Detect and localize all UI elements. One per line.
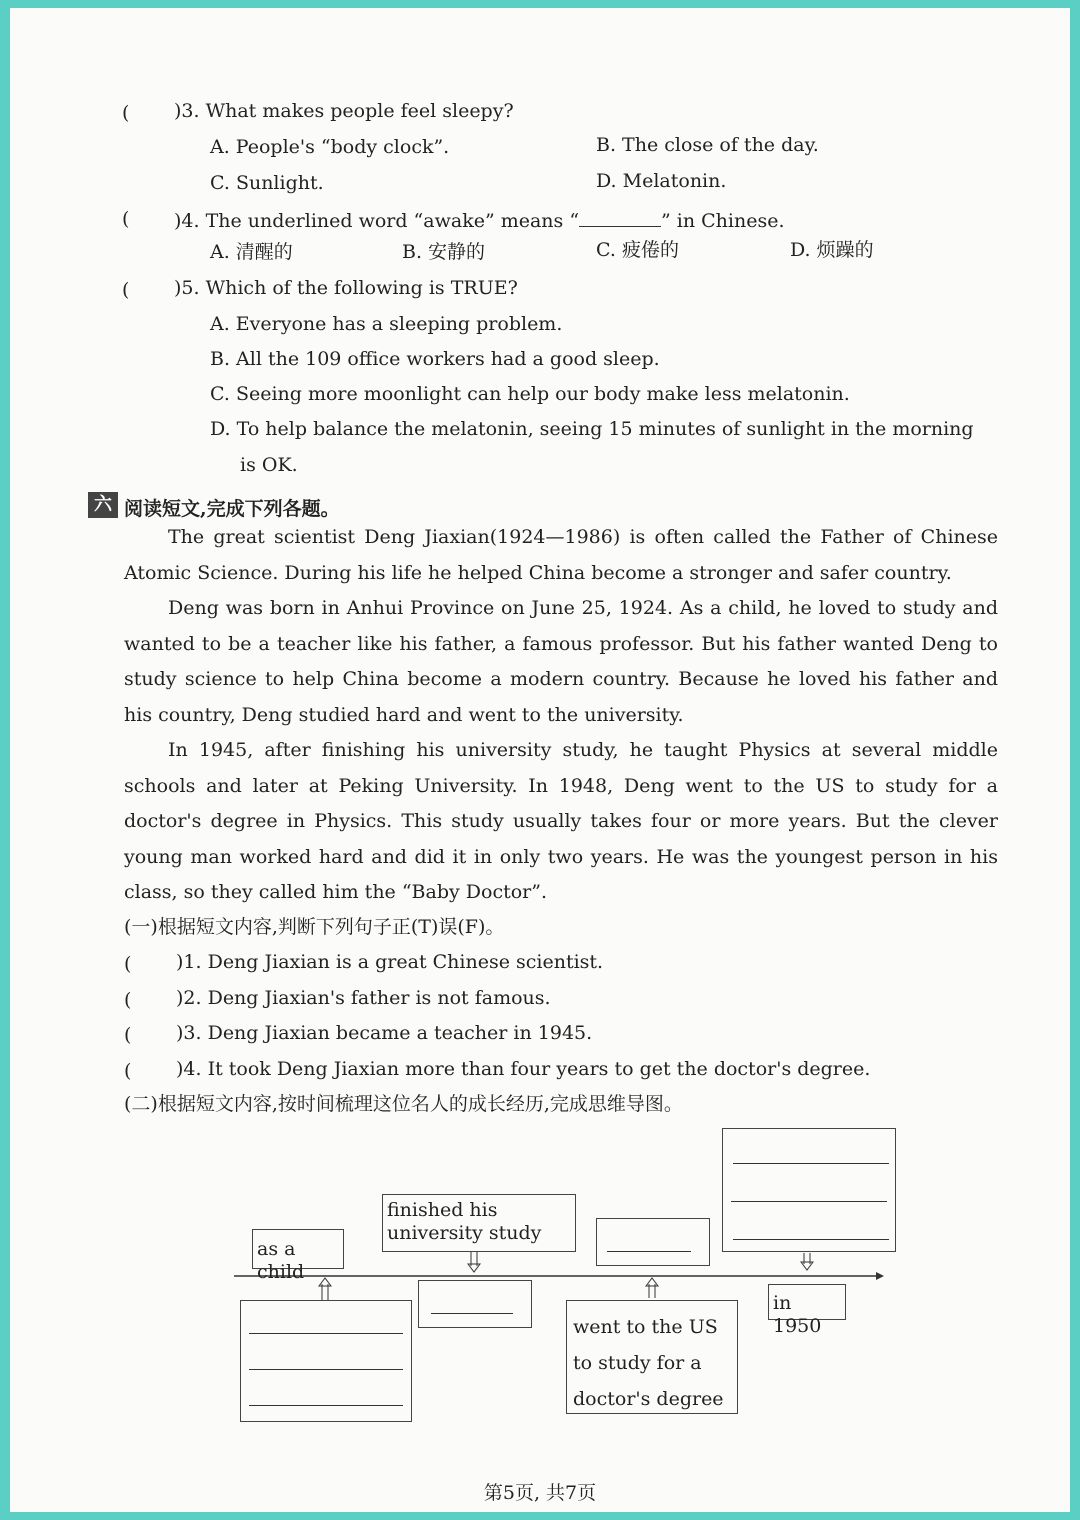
answer-box[interactable] xyxy=(596,1218,710,1266)
answer-paren[interactable]: ( xyxy=(124,989,132,1011)
answer-line[interactable] xyxy=(733,1163,889,1164)
label-finished-study: finished his university study xyxy=(387,1199,542,1244)
answer-paren[interactable]: ( xyxy=(124,953,132,975)
page-footer: 第5页, 共7页 xyxy=(483,1482,597,1504)
option[interactable]: D. 烦躁的 xyxy=(790,239,874,261)
paragraph-text: In 1945, after finishing his university study, he taught Physics at several middle schools and later at Peking University. In 1948, Deng went to the US to study for a doctor's degree in Physics. This study usually takes four or more years. But the clever young man worked hard and did it in only two years. He was the youngest person in his class, so they called him the “Baby Doctor”. xyxy=(124,739,998,903)
option[interactable]: B. 安静的 xyxy=(402,241,486,263)
option[interactable]: C. Sunlight. xyxy=(210,172,324,194)
answer-paren[interactable]: ( xyxy=(124,1060,132,1082)
answer-box[interactable] xyxy=(418,1280,532,1328)
paragraph-text: The great scientist Deng Jiaxian(1924—1986) is often called the Father of Chinese Atomic Science. During his life he helped China become a stronger and safer country. xyxy=(124,526,998,584)
option[interactable]: B. The close of the day. xyxy=(596,134,819,156)
answer-line[interactable] xyxy=(249,1405,403,1406)
question-3: )3. What makes people feel sleepy? xyxy=(174,100,514,122)
label-went-to-us: went to the US to study for a doctor's degree xyxy=(573,1316,724,1410)
option[interactable]: D. Melatonin. xyxy=(596,170,727,192)
option[interactable]: A. Everyone has a sleeping problem. xyxy=(210,313,563,335)
option[interactable]: D. To help balance the melatonin, seeing 15 minutes of sunlight in the morning xyxy=(210,418,974,440)
answer-line[interactable] xyxy=(607,1251,691,1252)
tf-item: )3. Deng Jiaxian became a teacher in 1945. xyxy=(176,1022,593,1044)
question-4-text: )4. The underlined word “awake” means “ xyxy=(174,210,580,232)
question-4-text-end: ” in Chinese. xyxy=(661,210,785,232)
option[interactable]: C. 疲倦的 xyxy=(596,239,679,261)
answer-line[interactable] xyxy=(431,1313,513,1314)
option[interactable]: A. People's “body clock”. xyxy=(210,136,450,158)
option-continued: is OK. xyxy=(240,454,298,476)
paragraph-text: Deng was born in Anhui Province on June 25, 1924. As a child, he loved to study and wanted to be a teacher like his father, a famous professor. But his father wanted Deng to study science to help China become a modern country. Because he loved his father and his country, Deng studied hard and went to the university. xyxy=(124,597,998,726)
label-as-a-child: as a child xyxy=(257,1238,305,1283)
answer-paren[interactable]: ( xyxy=(124,1024,132,1046)
answer-line[interactable] xyxy=(731,1201,887,1202)
tf-item: )4. It took Deng Jiaxian more than four years to get the doctor's degree. xyxy=(176,1058,871,1080)
answer-paren[interactable]: ( xyxy=(122,208,130,230)
answer-line[interactable] xyxy=(733,1239,889,1240)
question-5: )5. Which of the following is TRUE? xyxy=(174,277,518,299)
option[interactable]: C. Seeing more moonlight can help our body make less melatonin. xyxy=(210,383,850,405)
answer-box-large[interactable] xyxy=(722,1128,896,1252)
answer-box-large[interactable] xyxy=(240,1300,412,1422)
label-box-finished-study xyxy=(382,1194,576,1252)
option[interactable]: B. All the 109 office workers had a good sleep. xyxy=(210,348,660,370)
option[interactable]: A. 清醒的 xyxy=(210,241,293,263)
part1-title: (一)根据短文内容,判断下列句子正(T)误(F)。 xyxy=(124,916,505,938)
arrow-down-icon xyxy=(468,1251,480,1272)
part2-title: (二)根据短文内容,按时间梳理这位名人的成长经历,完成思维导图。 xyxy=(124,1093,683,1115)
tf-item: )2. Deng Jiaxian's father is not famous. xyxy=(176,987,551,1009)
section-badge: 六 xyxy=(88,492,118,518)
answer-paren[interactable]: ( xyxy=(122,102,130,124)
label-box-in-1950 xyxy=(768,1284,846,1337)
answer-paren[interactable]: ( xyxy=(122,279,130,301)
tf-item: )1. Deng Jiaxian is a great Chinese scientist. xyxy=(176,951,604,973)
label-box-went-to-us xyxy=(566,1300,738,1414)
timeline-arrowhead xyxy=(876,1272,884,1280)
arrow-down-icon xyxy=(801,1253,813,1270)
label-in-1950: in 1950 xyxy=(773,1292,822,1337)
exam-page xyxy=(10,8,1070,1512)
arrow-up-icon xyxy=(646,1278,658,1298)
section-title: 阅读短文,完成下列各题。 xyxy=(124,498,340,520)
answer-line[interactable] xyxy=(249,1333,403,1334)
answer-line[interactable] xyxy=(249,1369,403,1370)
label-box-as-a-child xyxy=(252,1229,344,1283)
